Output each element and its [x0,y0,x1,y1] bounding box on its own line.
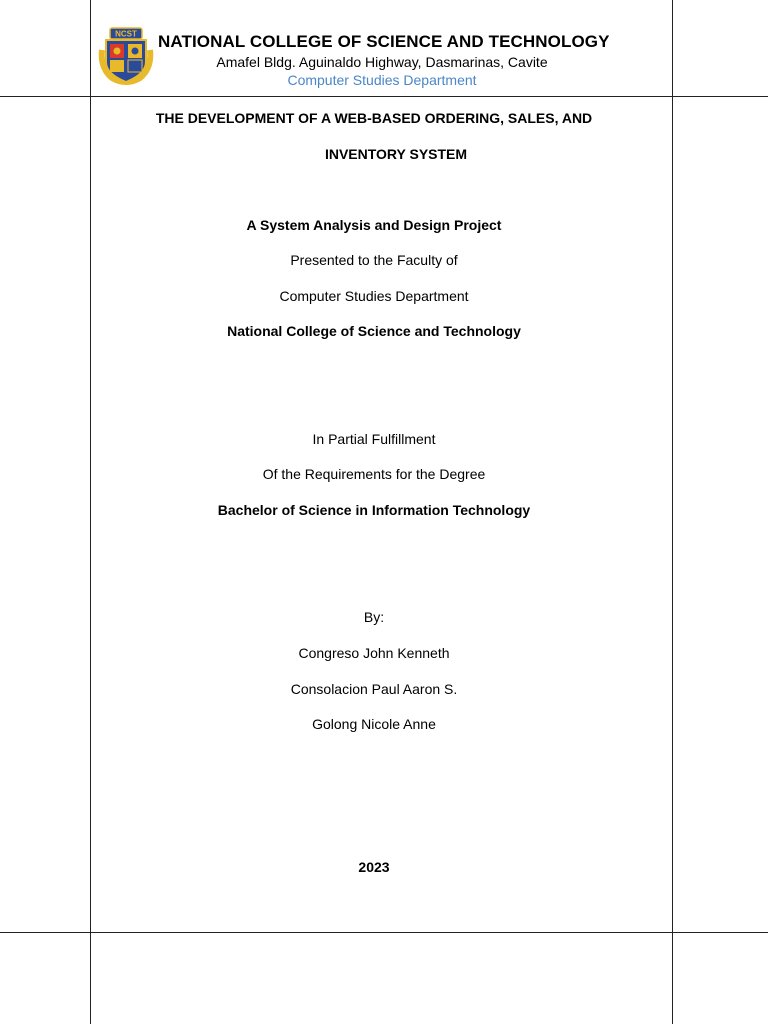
institution-name: NATIONAL COLLEGE OF SCIENCE AND TECHNOLOGY [158,32,610,51]
institution-department: Computer Studies Department [287,72,477,88]
year: 2023 [358,859,390,875]
presented-to: Presented to the Faculty of [290,252,458,268]
author-name: Golong Nicole Anne [312,716,436,732]
institution-address: Amafel Bldg. Aguinaldo Highway, Dasmarinas, Cavite [216,54,548,70]
title-line-1: THE DEVELOPMENT OF A WEB-BASED ORDERING, SALES, AND [155,110,593,126]
seal-lettering: NCST [115,29,137,39]
faculty-department: Computer Studies Department [279,288,469,304]
footer-top-line [0,932,768,933]
by-label: By: [363,609,385,625]
college-name: National College of Science and Technology [227,323,521,339]
project-type: A System Analysis and Design Project [246,217,502,233]
author-name: Consolacion Paul Aaron S. [290,681,458,697]
title-line-2: INVENTORY SYSTEM [324,146,468,162]
fulfillment-line-1: In Partial Fulfillment [312,431,436,447]
author-name: Congreso John Kenneth [298,645,450,661]
fulfillment-line-2: Of the Requirements for the Degree [262,466,486,482]
header-bottom-line [0,96,768,97]
letterhead [92,18,672,96]
degree-name: Bachelor of Science in Information Technology [217,502,531,518]
